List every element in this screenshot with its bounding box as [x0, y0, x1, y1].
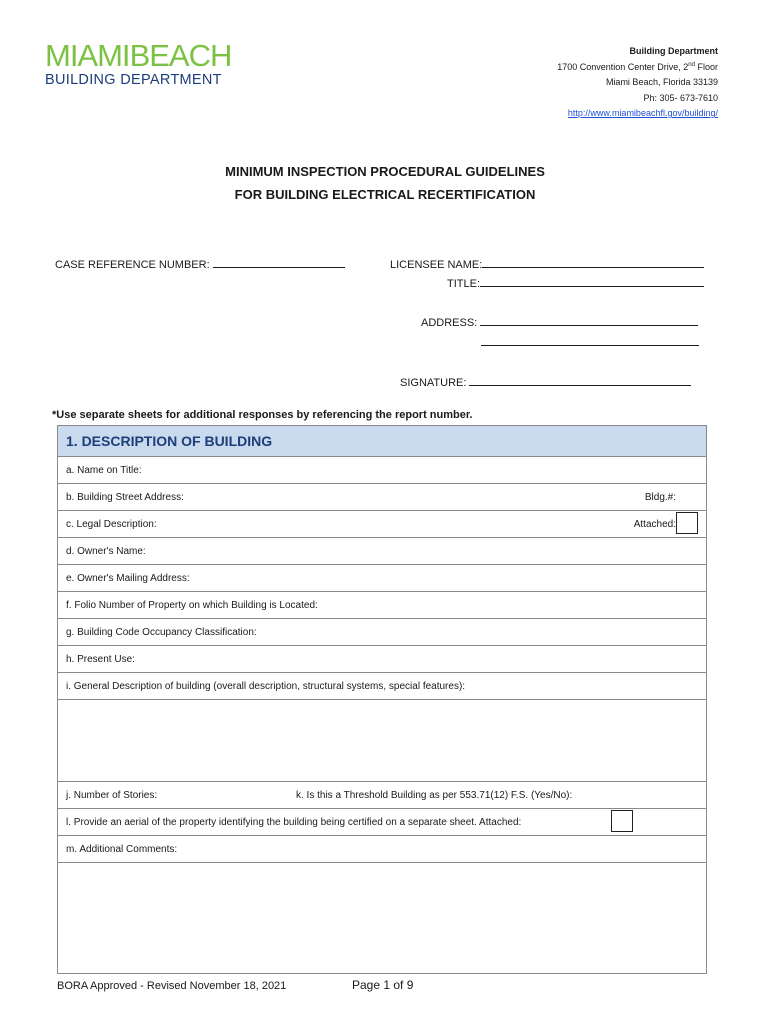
stories-label: j. Number of Stories: — [66, 790, 158, 801]
licensee-name-line[interactable] — [482, 258, 704, 268]
street-address: 1700 Convention Center Drive, 2nd Floor — [557, 61, 718, 72]
row-street-address[interactable]: b. Building Street Address: Bldg.#: — [58, 484, 706, 511]
row-folio-number[interactable]: f. Folio Number of Property on which Building is Located: — [58, 592, 706, 619]
city-state-zip: Miami Beach, Florida 33139 — [605, 77, 718, 87]
row-present-use[interactable]: h. Present Use: — [58, 646, 706, 673]
row-occupancy-classification[interactable]: g. Building Code Occupancy Classification: — [58, 619, 706, 646]
separate-sheets-note: *Use separate sheets for additional responses by referencing the report number. — [52, 409, 473, 421]
logo-beach: BEACH — [129, 38, 232, 73]
phone-number: Ph: 305- 673-7610 — [643, 92, 718, 103]
logo-miami: MIAMI — [45, 38, 130, 73]
logo-wordmark — [45, 40, 245, 72]
row-stories-threshold[interactable] — [58, 782, 706, 809]
signature-label: SIGNATURE: — [400, 377, 467, 389]
licensee-name-label: LICENSEE NAME: — [390, 259, 483, 271]
row-owner-mailing-address[interactable]: e. Owner's Mailing Address: — [58, 565, 706, 592]
address-label: ADDRESS: — [421, 317, 478, 329]
aerial-attached-checkbox[interactable] — [611, 810, 633, 832]
contact-block — [557, 44, 718, 122]
title-field[interactable] — [447, 277, 704, 290]
title-line[interactable] — [480, 277, 704, 287]
case-reference-label: CASE REFERENCE NUMBER: — [55, 259, 210, 271]
miami-beach-logo — [45, 40, 245, 89]
website-link[interactable]: http://www.miamibeachfl.gov/building/ — [567, 108, 718, 118]
additional-comments-area[interactable] — [58, 863, 706, 973]
row-name-on-title[interactable]: a. Name on Title: — [58, 457, 706, 484]
address-field[interactable] — [421, 316, 698, 329]
row-owner-name[interactable]: d. Owner's Name: — [58, 538, 706, 565]
attached-label: Attached: — [633, 519, 676, 530]
building-description-form — [57, 425, 707, 974]
title-line-1: MINIMUM INSPECTION PROCEDURAL GUIDELINES — [225, 164, 545, 179]
address-line-2[interactable] — [481, 336, 699, 346]
case-reference-line[interactable] — [213, 258, 345, 268]
threshold-label: k. Is this a Threshold Building as per 553.71(12) F.S. (Yes/No): — [296, 790, 573, 801]
revision-note: BORA Approved - Revised November 18, 2021 — [57, 980, 287, 992]
row-legal-description[interactable]: c. Legal Description: Attached: — [58, 511, 706, 538]
row-general-description-label: i. General Description of building (overall description, structural systems, special features): — [58, 673, 706, 700]
document-title — [0, 160, 770, 206]
title-line-2: FOR BUILDING ELECTRICAL RECERTIFICATION — [234, 187, 536, 202]
section-header: 1. DESCRIPTION OF BUILDING — [58, 426, 706, 457]
row-aerial-attached[interactable]: l. Provide an aerial of the property identifying the building being certified on a separate sheet. Attached: — [58, 809, 706, 836]
bldg-number-label: Bldg.#: — [644, 492, 676, 503]
department-name: Building Department — [629, 46, 718, 56]
signature-line[interactable] — [469, 376, 691, 386]
general-description-area[interactable] — [58, 700, 706, 782]
title-label: TITLE: — [447, 278, 481, 290]
address-line-1[interactable] — [480, 316, 698, 326]
legal-attached-checkbox[interactable] — [676, 512, 698, 534]
logo-subtitle: BUILDING DEPARTMENT — [45, 72, 222, 88]
address-field-2[interactable] — [481, 336, 699, 349]
signature-field[interactable] — [400, 376, 691, 389]
case-reference-field[interactable] — [55, 258, 345, 271]
page-number: Page 1 of 9 — [352, 978, 414, 992]
row-additional-comments-label: m. Additional Comments: — [58, 836, 706, 863]
licensee-name-field[interactable] — [390, 258, 704, 271]
